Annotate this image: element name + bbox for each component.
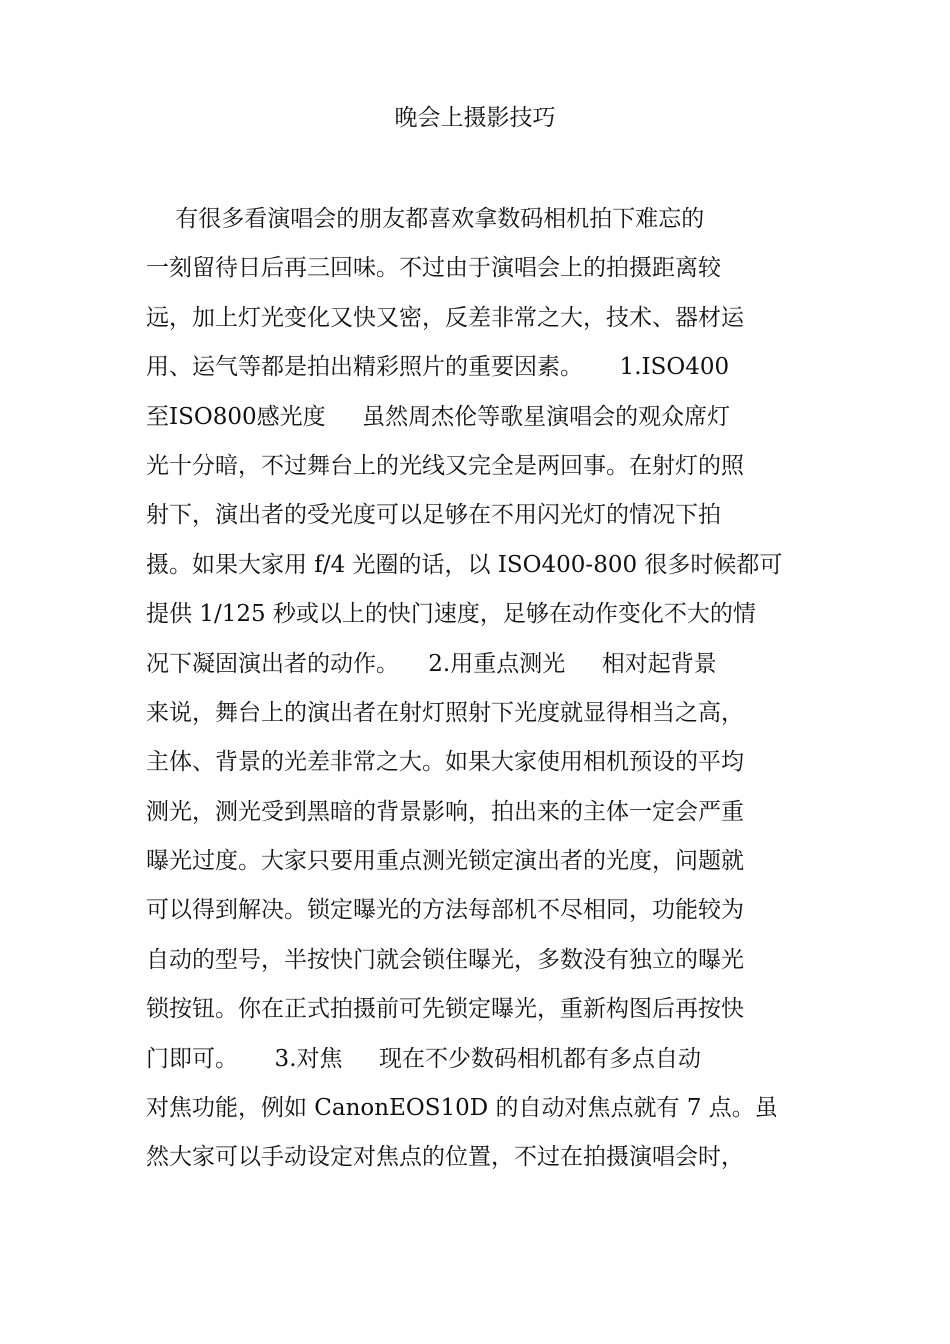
- text-line: 锁按钮。你在正式拍摄前可先锁定曝光，重新构图后再按快: [146, 996, 744, 1023]
- text-line: 摄。如果大家用 f/4 光圈的话，以 ISO400-800 很多时候都可: [146, 551, 783, 578]
- text-line: 况下凝固演出者的动作。 2.用重点测光 相对起背景: [146, 650, 717, 677]
- text-line: 光十分暗，不过舞台上的光线又完全是两回事。在射灯的照: [146, 452, 744, 479]
- text-line: 用、运气等都是拍出精彩照片的重要因素。 1.ISO400: [146, 354, 730, 381]
- text-line: 射下，演出者的受光度可以足够在不用闪光灯的情况下拍: [146, 502, 721, 529]
- text-line: 来说，舞台上的演出者在射灯照射下光度就显得相当之高，: [146, 699, 744, 726]
- document-body: [146, 195, 816, 1183]
- document-title: 晚会上摄影技巧: [394, 105, 556, 131]
- text-line: 然大家可以手动设定对焦点的位置，不过在拍摄演唱会时，: [146, 1144, 744, 1171]
- text-line: 对焦功能，例如 CanonEOS10D 的自动对焦点就有 7 点。虽: [146, 1095, 778, 1122]
- text-line: 自动的型号，半按快门就会锁住曝光，多数没有独立的曝光: [146, 946, 744, 973]
- text-line: 提供 1/125 秒或以上的快门速度，足够在动作变化不大的情: [146, 601, 756, 628]
- text-line: 一刻留待日后再三回味。不过由于演唱会上的拍摄距离较: [146, 255, 721, 282]
- text-line: 远，加上灯光变化又快又密，反差非常之大，技术、器材运: [146, 304, 744, 331]
- text-line: 至ISO800感光度 虽然周杰伦等歌星演唱会的观众席灯: [146, 403, 731, 430]
- text-line: 主体、背景的光差非常之大。如果大家使用相机预设的平均: [146, 749, 744, 776]
- text-line: 可以得到解决。锁定曝光的方法每部机不尽相同，功能较为: [146, 897, 744, 924]
- text-line: 测光，测光受到黑暗的背景影响，拍出来的主体一定会严重: [146, 798, 744, 825]
- text-line: 门即可。 3.对焦 现在不少数码相机都有多点自动: [146, 1045, 702, 1072]
- text-line: 有很多看演唱会的朋友都喜欢拿数码相机拍下难忘的: [146, 206, 705, 232]
- text-line: 曝光过度。大家只要用重点测光锁定演出者的光度，问题就: [146, 848, 744, 875]
